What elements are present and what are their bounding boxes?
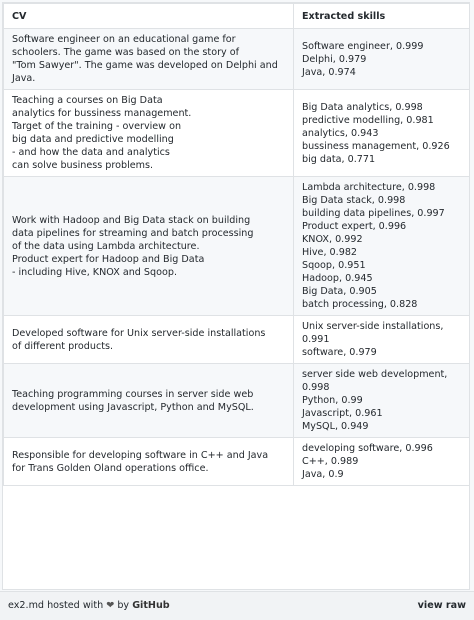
cv-text-line: analytics for bussiness management.	[12, 108, 192, 119]
skills-cell	[294, 364, 471, 438]
skills-cell	[294, 29, 471, 90]
cv-text-line: Java.	[12, 73, 36, 84]
cv-text-line: can solve business problems.	[12, 160, 154, 171]
cv-text-line: data pipelines for streaming and batch processing	[12, 227, 254, 239]
skill-entry: Lambda architecture, 0.998	[302, 182, 436, 193]
skill-entry: batch processing, 0.828	[302, 299, 418, 310]
skill-entry: Hive, 0.982	[302, 247, 358, 258]
skill-entry: analytics, 0.943	[302, 127, 379, 139]
view-raw-link[interactable]: view raw	[417, 600, 466, 611]
skills-cell	[294, 177, 471, 316]
cv-text-line: of different products.	[12, 340, 114, 352]
cv-text-line: schoolers. The game was based on the story of	[12, 47, 239, 58]
skills-table	[3, 3, 470, 486]
cv-cell	[4, 177, 294, 316]
skill-entry: Software engineer, 0.999	[302, 40, 424, 52]
cv-text-line: of the data using Lambda architecture.	[12, 240, 200, 252]
table-row	[4, 438, 471, 486]
cv-text-line: big data and predictive modelling	[12, 134, 174, 145]
cv-cell	[4, 438, 294, 486]
skills-cell	[294, 316, 471, 364]
table-row	[4, 90, 471, 177]
cv-text-line: Software engineer on an educational game for	[12, 34, 236, 45]
skill-entry: Javascript, 0.961	[302, 408, 383, 419]
cv-text-line: Work with Hadoop and Big Data stack on building	[12, 214, 251, 226]
skill-entry: Sqoop, 0.951	[302, 260, 366, 271]
by-text: by	[117, 600, 130, 611]
skill-entry: 0.998	[302, 382, 330, 393]
header-extracted-skills: Extracted skills	[294, 4, 471, 29]
skill-entry: KNOX, 0.992	[302, 234, 363, 245]
hosted-with-text: hosted with	[47, 600, 104, 611]
skill-entry: bussiness management, 0.926	[302, 140, 450, 152]
cv-text-line: development using Javascript, Python and MySQL.	[12, 401, 254, 413]
skill-entry: building data pipelines, 0.997	[302, 208, 445, 219]
skill-entry: Product expert, 0.996	[302, 221, 407, 232]
heart-icon: ❤	[106, 600, 115, 611]
cv-text-line: Teaching a courses on Big Data	[12, 95, 163, 106]
header-cv: CV	[4, 4, 294, 29]
skills-cell	[294, 438, 471, 486]
cv-text-line: Teaching programming courses in server side web	[12, 388, 254, 400]
skill-entry: C++, 0.989	[302, 456, 359, 467]
cv-cell	[4, 316, 294, 364]
gist-file	[2, 2, 470, 590]
skill-entry: Unix server-side installations,	[302, 321, 444, 332]
table-header-row	[4, 4, 471, 29]
skill-entry: Java, 0.9	[302, 469, 344, 480]
cv-cell	[4, 29, 294, 90]
gist-footer	[0, 591, 474, 620]
skill-entry: Delphi, 0.979	[302, 53, 367, 65]
cv-text-line: Target of the training - overview on	[12, 121, 182, 132]
cv-text-line: Product expert for Hadoop and Big Data	[12, 253, 205, 265]
skills-cell	[294, 90, 471, 177]
skill-entry: Big Data, 0.905	[302, 286, 377, 297]
skill-entry: Big Data stack, 0.998	[302, 195, 406, 206]
skill-entry: Big Data analytics, 0.998	[302, 101, 423, 113]
cv-text-line: Developed software for Unix server-side installations	[12, 327, 266, 339]
cv-text-line: - and how the data and analytics	[12, 147, 170, 158]
table-row	[4, 177, 471, 316]
table-row	[4, 29, 471, 90]
skill-entry: software, 0.979	[302, 347, 377, 358]
file-name-link[interactable]: ex2.md	[8, 600, 44, 611]
cv-cell	[4, 364, 294, 438]
skill-entry: Java, 0.974	[302, 66, 356, 78]
skill-entry: Hadoop, 0.945	[302, 273, 373, 284]
skill-entry: Python, 0.99	[302, 395, 363, 406]
cv-text-line: Responsible for developing software in C++ and Java	[12, 449, 269, 461]
gist-meta	[8, 600, 170, 611]
skill-entry: server side web development,	[302, 369, 448, 380]
cv-text-line: - including Hive, KNOX and Sqoop.	[12, 266, 177, 278]
cv-text-line: for Trans Golden Oland operations office.	[12, 462, 209, 474]
github-link[interactable]: GitHub	[132, 600, 170, 611]
skill-entry: developing software, 0.996	[302, 443, 433, 454]
skill-entry: MySQL, 0.949	[302, 421, 369, 432]
skill-entry: 0.991	[302, 334, 330, 345]
table-row	[4, 364, 471, 438]
table-body	[4, 29, 471, 486]
table-row	[4, 316, 471, 364]
cv-text-line: "Tom Sawyer". The game was developed on Delphi and	[12, 60, 278, 71]
cv-cell	[4, 90, 294, 177]
skill-entry: predictive modelling, 0.981	[302, 114, 434, 126]
skill-entry: big data, 0.771	[302, 153, 376, 165]
